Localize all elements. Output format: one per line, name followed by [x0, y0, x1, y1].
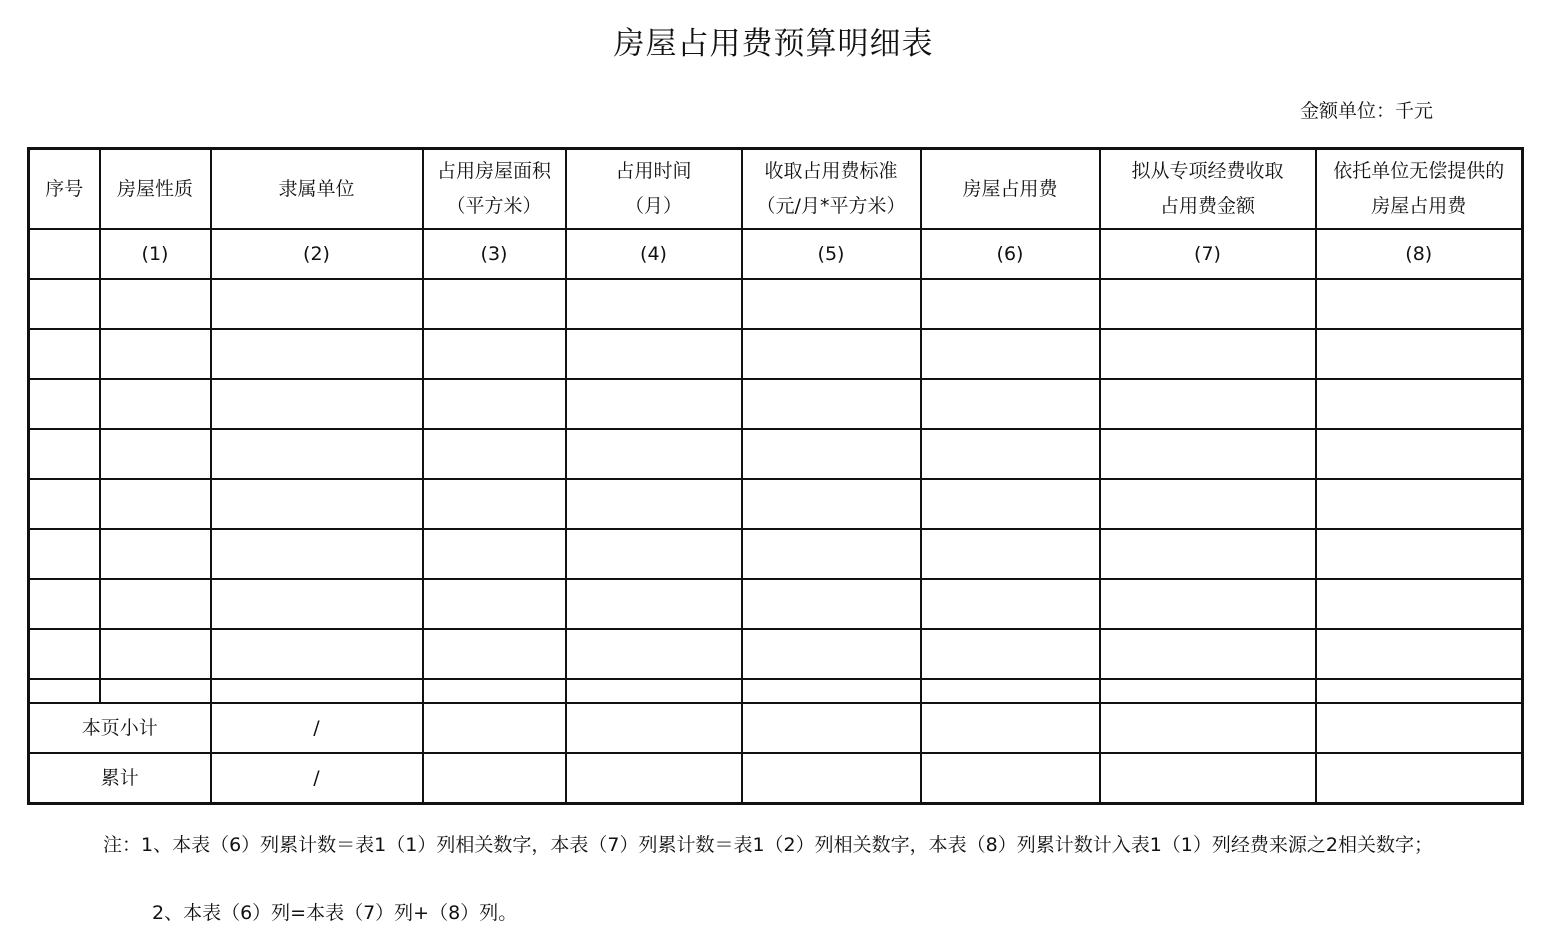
column-code-cell: (7) [1100, 229, 1316, 279]
table-cell[interactable] [566, 479, 742, 529]
table-cell[interactable] [1316, 529, 1523, 579]
table-row [29, 529, 1523, 579]
column-code-cell: (6) [921, 229, 1100, 279]
table-row [29, 279, 1523, 329]
table-cell[interactable] [100, 629, 211, 679]
table-cell[interactable] [29, 529, 100, 579]
table-cell[interactable] [423, 279, 566, 329]
table-cell[interactable] [921, 753, 1100, 804]
table-cell[interactable] [211, 379, 423, 429]
table-cell[interactable] [29, 329, 100, 379]
table-row [29, 429, 1523, 479]
table-cell[interactable] [921, 279, 1100, 329]
amount-unit-label: 金额单位：千元 [1300, 100, 1434, 122]
table-cell[interactable] [921, 629, 1100, 679]
table-cell[interactable] [1100, 703, 1316, 753]
table-cell[interactable] [1316, 703, 1523, 753]
table-cell[interactable] [211, 529, 423, 579]
column-code-cell: (1) [100, 229, 211, 279]
column-code-cell: (8) [1316, 229, 1523, 279]
table-row [29, 479, 1523, 529]
table-cell[interactable] [100, 279, 211, 329]
table-cell[interactable] [1316, 479, 1523, 529]
table-cell[interactable] [742, 379, 921, 429]
table-cell[interactable] [742, 703, 921, 753]
table-cell[interactable] [1100, 279, 1316, 329]
table-cell[interactable] [1316, 279, 1523, 329]
table-cell[interactable] [566, 679, 742, 703]
table-cell[interactable] [100, 529, 211, 579]
table-cell[interactable] [921, 479, 1100, 529]
table-cell[interactable] [29, 629, 100, 679]
table-cell[interactable] [211, 629, 423, 679]
table-cell[interactable] [1316, 379, 1523, 429]
table-cell[interactable] [423, 329, 566, 379]
header-cell-area: 占用房屋面积 （平方米） [423, 149, 566, 230]
table-cell[interactable] [566, 429, 742, 479]
table-cell[interactable] [100, 579, 211, 629]
table-cell[interactable] [423, 703, 566, 753]
table-cell[interactable] [566, 529, 742, 579]
table-cell[interactable] [423, 629, 566, 679]
header-cell-fee-standard: 收取占用费标准 （元/月*平方米） [742, 149, 921, 230]
header-cell-affiliated-unit: 隶属单位 [211, 149, 423, 230]
table-cell[interactable] [29, 279, 100, 329]
table-cell[interactable] [742, 629, 921, 679]
table-cell[interactable] [1100, 753, 1316, 804]
table-cell[interactable] [29, 429, 100, 479]
table-cell[interactable] [423, 679, 566, 703]
table-cell[interactable] [921, 679, 1100, 703]
table-cell[interactable] [211, 479, 423, 529]
table-cell[interactable] [1316, 429, 1523, 479]
table-cell[interactable] [29, 679, 100, 703]
table-cell[interactable] [1316, 679, 1523, 703]
page-subtotal-unit-cell: / [211, 703, 423, 753]
table-cell[interactable] [566, 703, 742, 753]
table-cell[interactable] [566, 629, 742, 679]
table-cell[interactable] [423, 379, 566, 429]
table-row [29, 679, 1523, 703]
table-cell[interactable] [742, 579, 921, 629]
table-cell[interactable] [211, 679, 423, 703]
table-cell[interactable] [1316, 753, 1523, 804]
column-code-row [29, 229, 1523, 279]
table-cell[interactable] [566, 579, 742, 629]
table-note-1: 注：1、本表（6）列累计数＝表1（1）列相关数字，本表（7）列累计数＝表1（2）列相关数字，本表（8）列累计数计入表1（1）列经费来源之2相关数字； [103, 834, 1433, 856]
header-cell-free-provided-fee: 依托单位无偿提供的 房屋占用费 [1316, 149, 1523, 230]
table-row [29, 629, 1523, 679]
table-cell[interactable] [1100, 429, 1316, 479]
table-row [29, 579, 1523, 629]
cumulative-total-label: 累计 [29, 753, 211, 804]
column-code-cell: (3) [423, 229, 566, 279]
table-cell[interactable] [100, 329, 211, 379]
table-cell[interactable] [1100, 679, 1316, 703]
column-code-cell: (5) [742, 229, 921, 279]
cumulative-total-unit-cell: / [211, 753, 423, 804]
table-cell[interactable] [566, 753, 742, 804]
page-subtotal-label: 本页小计 [29, 703, 211, 753]
table-cell[interactable] [423, 479, 566, 529]
table-cell[interactable] [742, 679, 921, 703]
table-cell[interactable] [1316, 329, 1523, 379]
table-cell[interactable] [29, 379, 100, 429]
table-cell[interactable] [742, 753, 921, 804]
table-cell[interactable] [921, 703, 1100, 753]
table-cell[interactable] [211, 429, 423, 479]
column-code-cell: (2) [211, 229, 423, 279]
page-title: 房屋占用费预算明细表 [613, 26, 934, 62]
table-cell[interactable] [742, 429, 921, 479]
header-cell-occupancy-fee: 房屋占用费 [921, 149, 1100, 230]
header-cell-special-fund-amount: 拟从专项经费收取 占用费金额 [1100, 149, 1316, 230]
table-cell[interactable] [100, 479, 211, 529]
table-cell[interactable] [921, 529, 1100, 579]
table-cell[interactable] [1100, 529, 1316, 579]
header-cell-duration: 占用时间 （月） [566, 149, 742, 230]
table-cell[interactable] [211, 329, 423, 379]
table-cell[interactable] [566, 279, 742, 329]
cumulative-total-row [29, 753, 1523, 804]
table-cell[interactable] [921, 379, 1100, 429]
header-row [29, 149, 1523, 230]
table-cell[interactable] [423, 579, 566, 629]
table-cell[interactable] [921, 429, 1100, 479]
table-cell[interactable] [29, 579, 100, 629]
table-row [29, 329, 1523, 379]
table-cell[interactable] [100, 679, 211, 703]
table-cell[interactable] [100, 379, 211, 429]
table-cell[interactable] [742, 279, 921, 329]
table-cell[interactable] [921, 329, 1100, 379]
table-cell[interactable] [1316, 629, 1523, 679]
table-cell[interactable] [211, 579, 423, 629]
table-cell[interactable] [742, 529, 921, 579]
table-cell[interactable] [29, 479, 100, 529]
column-code-cell: (4) [566, 229, 742, 279]
table-cell[interactable] [566, 379, 742, 429]
table-cell[interactable] [1100, 479, 1316, 529]
table-cell[interactable] [1100, 579, 1316, 629]
page-subtotal-row [29, 703, 1523, 753]
table-cell[interactable] [742, 329, 921, 379]
table-cell[interactable] [1100, 329, 1316, 379]
table-cell[interactable] [566, 329, 742, 379]
table-cell[interactable] [1100, 379, 1316, 429]
column-code-cell [29, 229, 100, 279]
table-cell[interactable] [211, 279, 423, 329]
table-cell[interactable] [742, 479, 921, 529]
table-cell[interactable] [100, 429, 211, 479]
table-cell[interactable] [423, 529, 566, 579]
table-note-2: 2、本表（6）列=本表（7）列+（8）列。 [152, 902, 518, 924]
budget-detail-table [27, 147, 1524, 805]
table-row [29, 379, 1523, 429]
table-cell[interactable] [423, 753, 566, 804]
table-cell[interactable] [921, 579, 1100, 629]
table-cell[interactable] [1100, 629, 1316, 679]
header-cell-serial: 序号 [29, 149, 100, 230]
table-cell[interactable] [423, 429, 566, 479]
header-cell-property-type: 房屋性质 [100, 149, 211, 230]
table-cell[interactable] [1316, 579, 1523, 629]
